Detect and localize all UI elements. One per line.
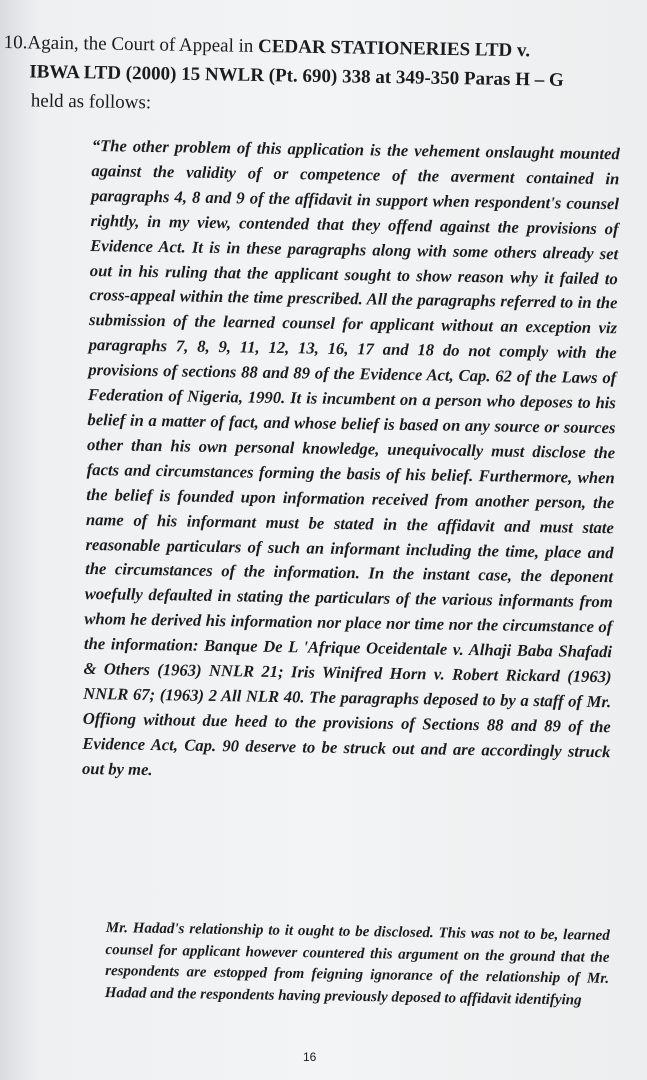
intro-citation: IBWA LTD (2000) 15 NWLR (Pt. 690) 338 at 349-350 Paras H – G — [29, 61, 564, 91]
page-number: 16 — [303, 1050, 317, 1064]
intro-held: held as follows: — [30, 90, 152, 114]
block-quote — [82, 134, 620, 790]
second-quote-paragraph — [105, 918, 610, 1012]
para2-text: Mr. Hadad's relationship to it ought to be disclosed. This was not to be, learned counsel for applicant however countered this argument on the ground that the respondents are estopped from feigning ignorance of the relationship of Mr. Hadad and the respondents having previously deposed to affidavit identifying — [104, 919, 610, 1008]
case-name: CEDAR STATIONERIES LTD v. — [257, 35, 531, 62]
intro-paragraph — [3, 28, 640, 125]
intro-prefix: 10.Again, the Court of Appeal in — [3, 31, 259, 57]
quote-text: “The other problem of this application is the vehement onslaught mounted against the validity of or competence of the averment contained in paragraphs 4, 8 and 9 of the affidavit in support when respondent's counsel rightly, in my view, contended that they offend against the provisions of Evidence Act. It is in these paragraphs along with some others already set out in his ruling that the applicant sought to show reason why it failed to cross-appeal within the time prescribed. All the paragraphs referred to in the submission of the learned counsel for applicant without an exception viz paragraphs 7, 8, 9, 11, 12, 13, 16, 17 and 18 do not comply with the provisions of sections 88 and 89 of the Evidence Act, Cap. 62 of the Laws of Federation of Nigeria, 1990. It is incumbent on a person who deposes to his belief in a matter of fact, and whose belief is based on any source or sources other than his own personal knowledge, unequivocally must disclose the facts and circumstances forming the basis of his belief. Furthermore, when the belief is founded upon information received from another person, the name of his informant must be stated in the affidavit and must state reasonable particulars of such an informant including the time, place and the circumstances of the information. In the instant case, the deponent woefully defaulted in stating the particulars of the various informants from whom he derived his information nor place nor time nor the circumstance of the information: Banque De L 'Afrique Oceidentale v. Alhaji Baba Shafadi & Others (1963) NNLR 21; Iris Winifred Horn v. Robert Rickard (1963) NNLR 67; (1963) 2 All NLR 40. The paragraphs deposed to by a staff of Mr. Offiong without due heed to the provisions of Sections 88 and 89 of the Evidence Act, Cap. 90 deserve to be struck out and are accordingly struck out by me. — [81, 135, 620, 779]
